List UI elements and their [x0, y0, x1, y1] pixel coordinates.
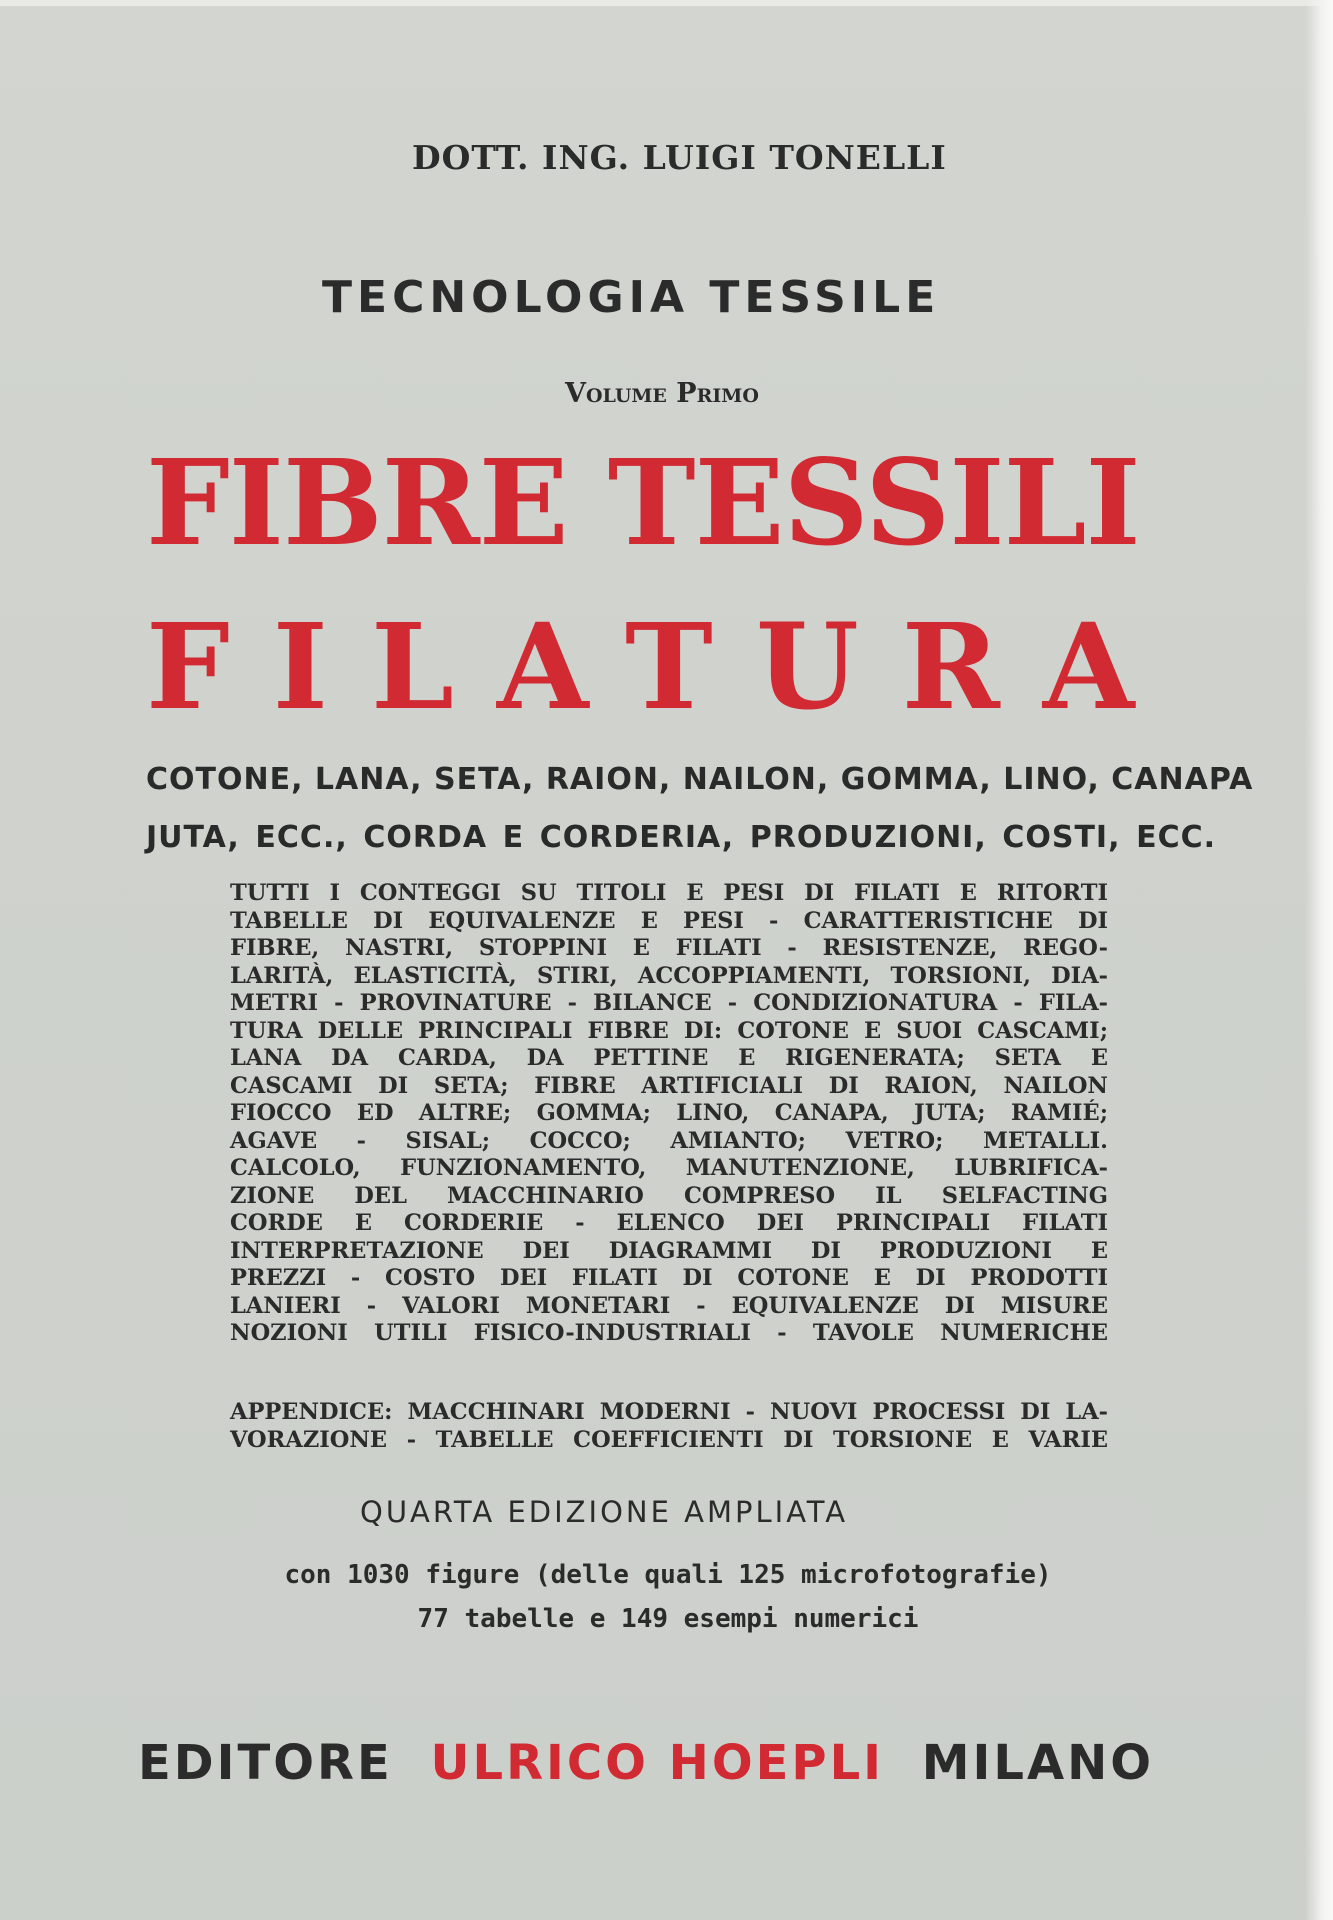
contents-line: TURA DELLE PRINCIPALI FIBRE DI: COTONE E SUOI CASCAMI;: [230, 1017, 1108, 1044]
edition-label: QUARTA EDIZIONE AMPLIATA: [360, 1495, 849, 1529]
contents-line: NOZIONI UTILI FISICO-INDUSTRIALI - TAVOLE NUMERICHE: [230, 1320, 1108, 1346]
contents-line: PREZZI - COSTO DEI FILATI DI COTONE E DI PRODOTTI: [230, 1265, 1108, 1291]
figures-count-line-1: con 1030 figure (delle quali 125 microfotografie): [284, 1560, 1052, 1590]
contents-line: LARITÀ, ELASTICITÀ, STIRI, ACCOPPIAMENTI, TORSIONI, DIA-: [230, 962, 1108, 989]
appendix-block: [230, 1398, 1108, 1453]
contents-line: FIOCCO ED ALTRE; GOMMA; LINO, CANAPA, JUTA; RAMIÉ;: [230, 1100, 1108, 1126]
contents-line: ZIONE DEL MACCHINARIO COMPRESO IL SELFACTING: [230, 1182, 1108, 1209]
contents-line: LANIERI - VALORI MONETARI - EQUIVALENZE DI MISURE: [230, 1292, 1108, 1319]
contents-line: CALCOLO, FUNZIONAMENTO, MANUTENZIONE, LUBRIFICA-: [230, 1155, 1108, 1181]
contents-line: INTERPRETAZIONE DEI DIAGRAMMI DI PRODUZIONI E: [230, 1237, 1108, 1264]
publisher-city: MILANO: [921, 1735, 1155, 1791]
contents-line: CASCAMI DI SETA; FIBRE ARTIFICIALI DI RAION, NAILON: [230, 1072, 1108, 1099]
series-title: TECNOLOGIA TESSILE: [322, 272, 941, 323]
contents-block: [230, 880, 1108, 1348]
cover-top-edge: [0, 0, 1333, 6]
contents-line: METRI - PROVINATURE - BILANCE - CONDIZIONATURA - FILA-: [230, 990, 1108, 1016]
appendix-line: VORAZIONE - TABELLE COEFFICIENTI DI TORSIONE E VARIE: [230, 1426, 1108, 1453]
contents-line: LANA DA CARDA, DA PETTINE E RIGENERATA; SETA E: [230, 1045, 1108, 1071]
contents-line: FIBRE, NASTRI, STOPPINI E FILATI - RESISTENZE, REGO-: [230, 935, 1108, 961]
author-name: DOTT. ING. LUIGI TONELLI: [412, 138, 947, 177]
publisher-imprint: [138, 1735, 1188, 1791]
subtitle-line-2: JUTA, ECC., CORDA E CORDERIA, PRODUZIONI, COSTI, ECC.: [146, 820, 1216, 855]
cover-right-edge: [1305, 0, 1333, 1920]
publisher-prefix: EDITORE: [138, 1735, 393, 1791]
contents-line: CORDE E CORDERIE - ELENCO DEI PRINCIPALI FILATI: [230, 1210, 1108, 1236]
volume-label: Volume Primo: [565, 378, 759, 409]
main-title-line-2: FILATURA: [146, 597, 1178, 736]
contents-line: AGAVE - SISAL; COCCO; AMIANTO; VETRO; METALLI.: [230, 1127, 1108, 1154]
publisher-name: ULRICO HOEPLI: [430, 1735, 885, 1791]
contents-line: TUTTI I CONTEGGI SU TITOLI E PESI DI FILATI E RITORTI: [230, 880, 1108, 906]
figures-count-line-2: 77 tabelle e 149 esempi numerici: [417, 1604, 919, 1634]
main-title-line-1: FIBRE TESSILI: [146, 433, 1140, 572]
contents-line: TABELLE DI EQUIVALENZE E PESI - CARATTERISTICHE DI: [230, 907, 1108, 934]
appendix-line: APPENDICE: MACCHINARI MODERNI - NUOVI PROCESSI DI LA-: [230, 1399, 1108, 1425]
subtitle-line-1: COTONE, LANA, SETA, RAION, NAILON, GOMMA, LINO, CANAPA: [146, 762, 1254, 797]
